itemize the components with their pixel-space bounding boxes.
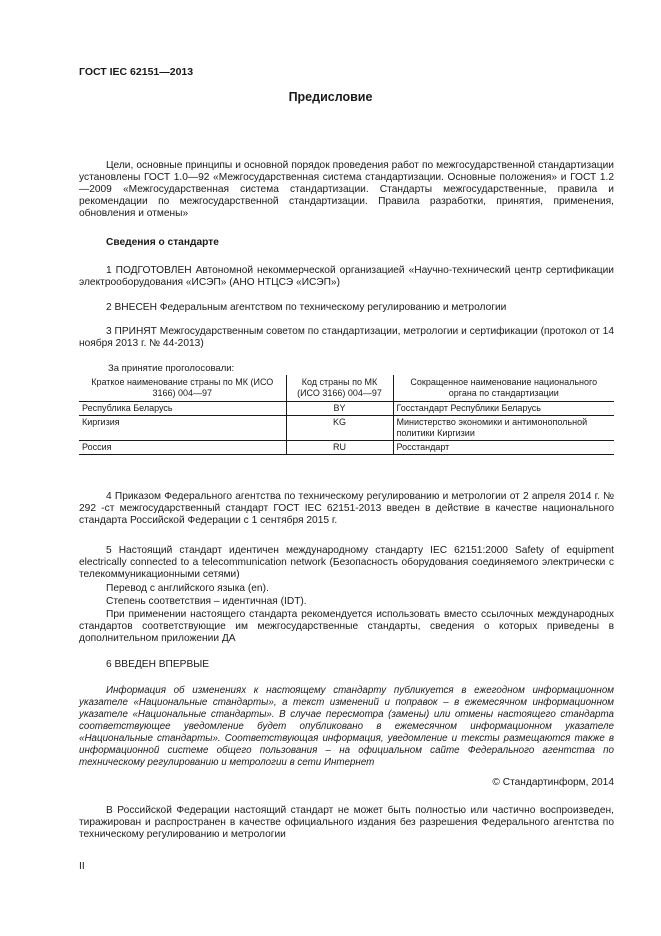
document-code: ГОСТ IEC 62151—2013: [79, 66, 194, 78]
item-5-note: При применении настоящего стандарта рекомендуется использовать вместо ссылочных международных стандартов соответствующие им межгосударственные стандарты, сведения о которых приведены в дополнительном приложении ДА: [79, 609, 614, 644]
header-code: Код страны по МК (ИСО 3166) 004—97: [286, 375, 393, 402]
table-row: [79, 416, 614, 441]
section-title: Сведения о стандарте: [106, 237, 219, 248]
item-5-language: Перевод с английского языка (en).: [106, 583, 269, 594]
table-row: [79, 402, 614, 416]
reproduction-notice: В Российской Федерации настоящий стандарт не может быть полностью или частично воспроизведен, тиражирован и распространен в качестве официального издания без разрешения Федерального агентства по техническому регулированию и метрологии: [79, 805, 614, 840]
code-cell: BY: [286, 402, 393, 416]
item-2: 2 ВНЕСЕН Федеральным агентством по техническому регулированию и метрологии: [106, 302, 507, 313]
item-5: 5 Настоящий стандарт идентичен международному стандарту IEC 62151:2000 Safety of equipment electrically connected to a telecommunication network (Безопасность оборудования соединяемого электрически с телекоммуникационными сетями): [79, 545, 614, 580]
code-cell: KG: [286, 416, 393, 441]
item-4: 4 Приказом Федерального агентства по техническому регулированию и метрологии от 2 апреля 2014 г. № 292 -ст межгосударственный стандарт ГОСТ IEC 62151-2013 введен в действие в качестве национального стандарта Российской Федерации с 1 сентября 2015 г.: [79, 491, 614, 526]
country-cell: Республика Беларусь: [79, 402, 286, 416]
country-cell: Киргизия: [79, 416, 286, 441]
table-row: [79, 441, 614, 455]
body-cell: Росстандарт: [393, 441, 614, 455]
country-cell: Россия: [79, 441, 286, 455]
intro-paragraph: Цели, основные принципы и основной порядок проведения работ по межгосударственной стандартизации установлены ГОСТ 1.0—92 «Межгосударственная система стандартизации. Основные положения» и ГОСТ 1.2—2009 «Межгосударственная система стандартизации. Стандарты межгосударственные, правила и рекомендации по межгосударственной стандартизации. Правила разработки, принятия, применения, обновления и отмены»: [79, 160, 614, 219]
item-5-degree: Степень соответствия – идентичная (IDT).: [106, 596, 307, 607]
header-body: Сокращенное наименование национального органа по стандартизации: [393, 375, 614, 402]
voting-table: [79, 375, 614, 455]
table-caption: За принятие проголосовали:: [108, 363, 235, 374]
notice-paragraph: Информация об изменениях к настоящему стандарту публикуется в ежегодном информационном указателе «Национальные стандарты», а текст изменений и поправок – в ежемесячном информационном указателе «Национальные стандарты». В случае пересмотра (замены) или отмены настоящего стандарта соответствующее уведомление будет опубликовано в ежемесячном информационном указателе «Национальные стандарты». Соответствующая информация, уведомление и тексты размещаются также в информационной системе общего пользования – на официальном сайте Федерального агентства по техническому регулированию и метрологии в сети Интернет: [79, 685, 614, 768]
page-number: II: [79, 861, 85, 872]
page-title: Предисловие: [288, 90, 373, 104]
body-cell: Министерство экономики и антимонопольной политики Киргизии: [393, 416, 614, 441]
header-country: Краткое наименование страны по МК (ИСО 3166) 004—97: [79, 375, 286, 402]
code-cell: RU: [286, 441, 393, 455]
copyright: © Стандартинформ, 2014: [492, 777, 614, 788]
item-6: 6 ВВЕДЕН ВПЕРВЫЕ: [106, 659, 210, 670]
table-header-row: [79, 375, 614, 402]
body-cell: Госстандарт Республики Беларусь: [393, 402, 614, 416]
item-3: 3 ПРИНЯТ Межгосударственным советом по стандартизации, метрологии и сертификации (протокол от 14 ноября 2013 г. № 44-2013): [79, 326, 614, 349]
item-1: 1 ПОДГОТОВЛЕН Автономной некоммерческой организацией «Научно-технический центр сертификации электрооборудования «ИСЭП» (АНО НТЦСЭ «ИСЭП»): [79, 265, 614, 288]
